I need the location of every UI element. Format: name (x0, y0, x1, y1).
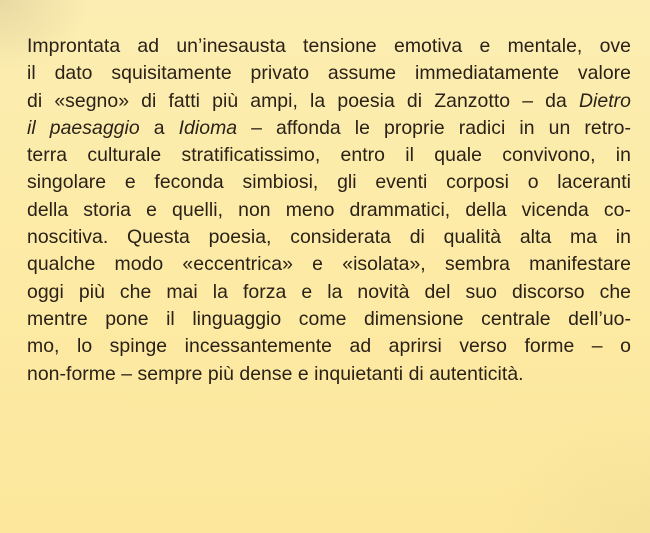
text-run: mo, lo spinge incessantemente ad aprirsi verso forme – o (27, 335, 631, 358)
text-run: non-forme – sempre più dense e inquietanti di autenticità. (27, 362, 524, 385)
blurb-line (27, 88, 631, 115)
blurb-line (27, 333, 631, 360)
blurb-line (27, 279, 631, 306)
blurb-paragraph (27, 33, 631, 388)
text-run: singolare e feconda simbiosi, gli eventi corposi o laceranti (27, 171, 631, 194)
blurb-line (27, 361, 631, 388)
text-run: a (139, 116, 179, 139)
italic-title: Idioma (178, 116, 238, 139)
text-run: oggi più che mai la forza e la novità del suo discorso che (27, 280, 631, 303)
text-run: di «segno» di fatti più ampi, la poesia di Zanzotto – da (27, 89, 579, 112)
italic-title: il paesaggio (27, 116, 140, 139)
italic-title: Dietro (578, 89, 631, 112)
text-run: terra culturale stratificatissimo, entro il quale convivono, in (27, 144, 631, 167)
text-run: noscitiva. Questa poesia, considerata di qualità alta ma in (27, 226, 631, 249)
blurb-line (27, 197, 631, 224)
text-run: il dato squisitamente privato assume immediatamente valore (27, 62, 631, 85)
text-run: Improntata ad un’inesausta tensione emotiva e mentale, ove (27, 35, 631, 57)
text-run: qualche modo «eccentrica» e «isolata», sembra manifestare (27, 253, 631, 276)
blurb-line (27, 306, 631, 333)
text-run: – affonda le proprie radici in un retro- (237, 116, 631, 139)
text-run: mentre pone il linguaggio come dimensione centrale dell’uo- (27, 307, 631, 330)
blurb-line (27, 169, 631, 196)
blurb-line (27, 251, 631, 278)
blurb-line (27, 224, 631, 251)
blurb-line (27, 115, 631, 142)
blurb-line (27, 142, 631, 169)
blurb-line (27, 33, 631, 60)
text-run: della storia e quelli, non meno drammatici, della vicenda co- (27, 198, 631, 221)
blurb-line (27, 60, 631, 87)
